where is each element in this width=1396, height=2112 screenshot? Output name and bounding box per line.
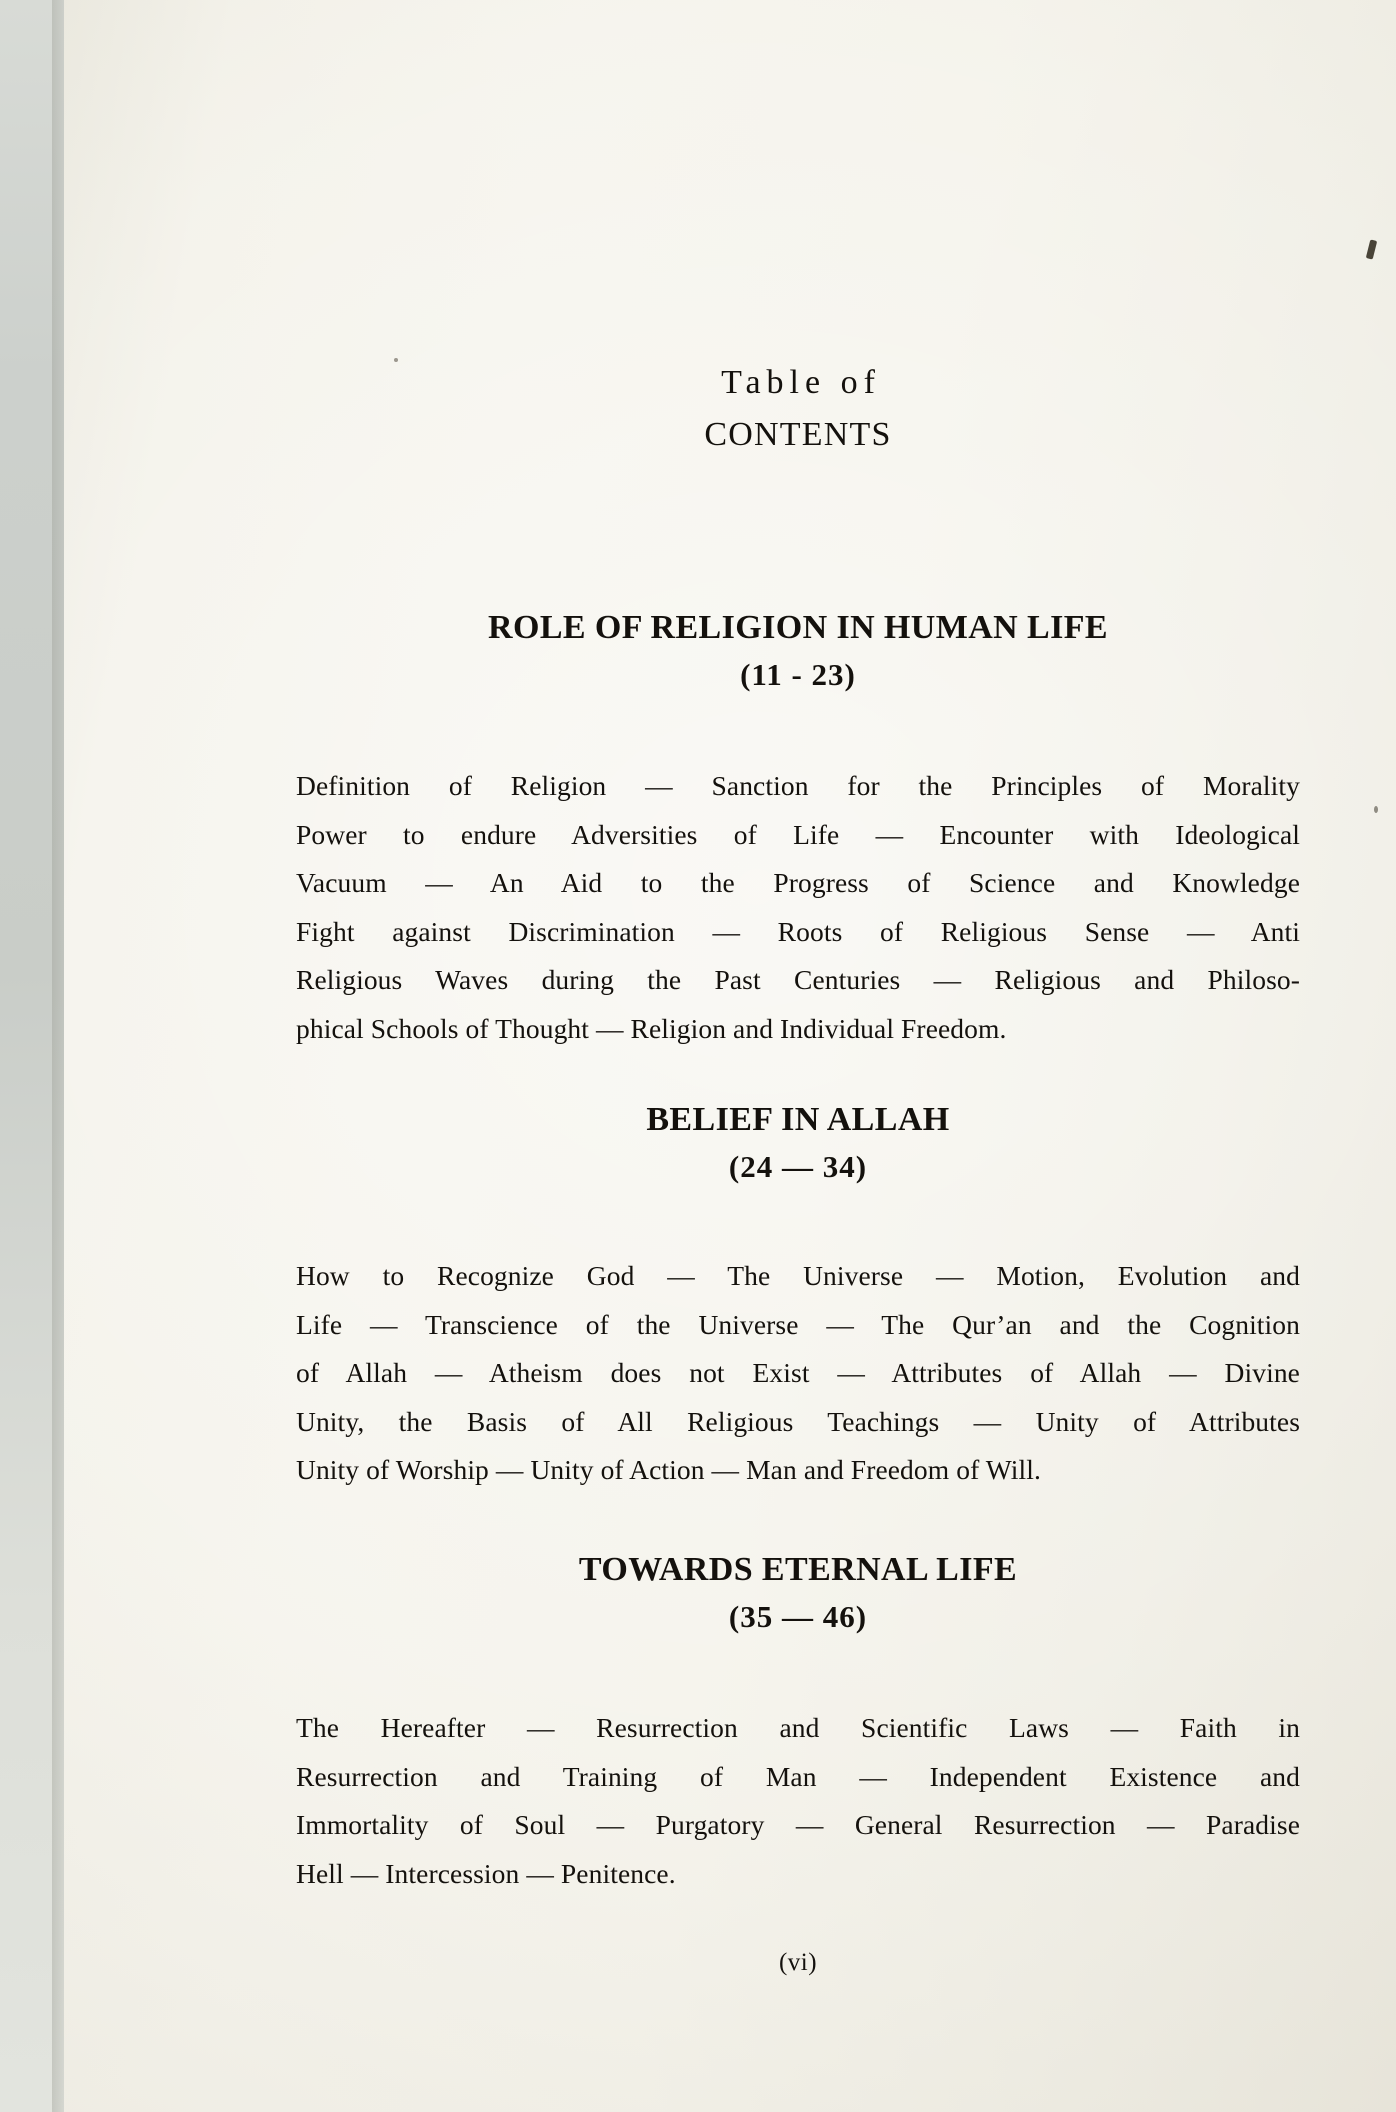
toc-topic-line: Hell — Intercession — Penitence. <box>296 1857 676 1889</box>
toc-entry-heading[interactable]: ROLE OF RELIGION IN HUMAN LIFE <box>488 609 1108 646</box>
scan-speck-artifact <box>1374 806 1378 813</box>
toc-topic-line: Immortality of Soul — Purgatory — General Resurrection — Paradise <box>296 1809 1300 1840</box>
toc-topic-line: Unity of Worship — Unity of Action — Man and Freedom of Will. <box>296 1454 1041 1485</box>
page-title <box>296 358 1300 460</box>
toc-entry-topics <box>296 1252 1300 1495</box>
toc-topic-line: The Hereafter — Resurrection and Scientific Laws — Faith in <box>296 1712 1300 1743</box>
toc-entry-page-range: (11 - 23) <box>740 657 856 692</box>
toc-topic-line: Resurrection and Training of Man — Independent Existence and <box>296 1760 1300 1792</box>
toc-entry-heading[interactable]: TOWARDS ETERNAL LIFE <box>578 1551 1018 1588</box>
toc-topic-line: Unity, the Basis of All Religious Teachings — Unity of Attributes <box>296 1405 1300 1437</box>
page-number: (vi) <box>778 1949 818 1976</box>
toc-topic-line: Religious Waves during the Past Centuries — Religious and Philoso- <box>296 964 1300 995</box>
toc-topic-line: Life — Transcience of the Universe — The Qur’an and the Cognition <box>296 1308 1300 1340</box>
toc-topic-line: Power to endure Adversities of Life — Encounter with Ideological <box>296 818 1300 850</box>
page-title-line-2: CONTENTS <box>704 416 892 453</box>
toc-topic-line: Vacuum — An Aid to the Progress of Science and Knowledge <box>296 867 1300 898</box>
page-footer <box>296 1946 1300 1980</box>
toc-topic-line: Definition of Religion — Sanction for the Principles of Morality <box>296 770 1300 801</box>
scan-edge-strip <box>0 0 64 2112</box>
toc-topic-line: How to Recognize God — The Universe — Motion, Evolution and <box>296 1260 1300 1291</box>
page-showthrough-artifact <box>182 108 306 189</box>
toc-entry-role-of-religion-in-human-life[interactable] <box>296 606 1300 696</box>
toc-entry-belief-in-allah[interactable] <box>296 1098 1300 1188</box>
toc-entry-page-range: (35 — 46) <box>728 1599 868 1634</box>
toc-entry-page-range: (24 — 34) <box>728 1149 868 1184</box>
toc-entry-heading[interactable]: BELIEF IN ALLAH <box>646 1101 950 1138</box>
paper-surface <box>64 0 1396 2112</box>
toc-topic-line: Fight against Discrimination — Roots of Religious Sense — Anti <box>296 915 1300 947</box>
toc-entry-towards-eternal-life[interactable] <box>296 1548 1300 1638</box>
toc-topic-line: of Allah — Atheism does not Exist — Attributes of Allah — Divine <box>296 1357 1300 1388</box>
scan-speck-artifact <box>1366 239 1377 259</box>
toc-topic-line: phical Schools of Thought — Religion and Individual Freedom. <box>296 1012 1007 1044</box>
page-title-line-1: Table of <box>721 364 881 401</box>
toc-entry-topics <box>296 762 1300 1053</box>
toc-entry-topics <box>296 1704 1300 1898</box>
